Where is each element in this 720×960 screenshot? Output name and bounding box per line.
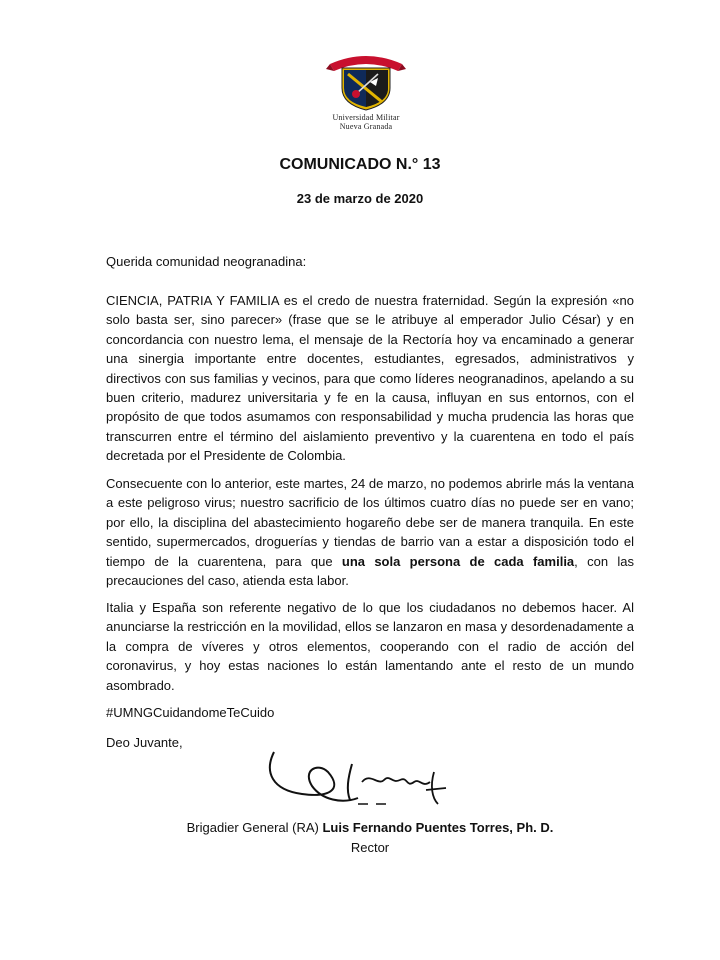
university-crest-icon (326, 44, 406, 114)
university-name-line2: Nueva Granada (339, 122, 393, 131)
paragraph-1-text: CIENCIA, PATRIA Y FAMILIA es el credo de nuestra fraternidad. Según la expresión «no solo basta ser, sino parecer» (frase que se le atribuye al emperador Julio César) y en concordancia con nuestro lema, el mensaje de la Rectoría hoy va encaminado a generar una sinergia importante entre docentes, estudiantes, egresados, administrativos y directivos con sus familias y vecinos, para que como líderes neogranadinos, apelando a su buen criterio, madurez universitaria y fe en la causa, influyan en sus entornos, con el propósito de que todos asumamos con responsabilidad y mucha prudencia las horas que transcurren entre el término del aislamiento preventivo y la cuarentena en todo el país decretada por el Presidente de Colombia. (106, 293, 634, 464)
university-name-line1: Universidad Militar (332, 113, 400, 122)
handwritten-signature-icon (262, 742, 467, 824)
document-date: 23 de marzo de 2020 (296, 191, 424, 206)
paragraph-2-part1: Consecuente con lo anterior, este martes, 24 de marzo, no podemos abrirle más la ventana a este peligroso virus; nuestro sacrificio de los últimos cuatro días no puede ser en vano; por ello, la disciplina del abastecimiento hogareño debe ser de manera tranquila. En este sentido, supermercados, droguerías y tiendas de barrio van a estar a disposición todo el tiempo de la cuarentena, para que (106, 476, 634, 569)
paragraph-2-bold: una sola persona de cada familia (341, 553, 575, 569)
paragraph-3-text: Italia y España son referente negativo de lo que los ciudadanos no debemos hacer. Al anunciarse la restricción en la movilidad, ellos se lanzaron en masa y desordenadamente a la compra de víveres y otros elementos, cooperando con el radio de acción del coronavirus, y hoy estas naciones lo están lamentando ante el resto de un mundo asombrado. (106, 600, 634, 693)
document-title: COMUNICADO N.° 13 (279, 156, 441, 173)
paragraph-2-part2: , con las precauciones del caso, atienda esta labor. (106, 553, 634, 589)
closing: Deo Juvante, (106, 735, 183, 750)
hashtag: #UMNGCuidandomeTeCuido (106, 705, 275, 720)
paragraph-2-text (106, 474, 634, 590)
university-logo (326, 44, 406, 134)
paragraph-2 (106, 474, 634, 590)
greeting: Querida comunidad neogranadina: (106, 254, 307, 269)
signer-prefix: Brigadier General (RA) (186, 820, 323, 835)
signer-role: Rector (350, 840, 390, 855)
paragraph-3 (106, 598, 634, 695)
signer (0, 820, 720, 835)
signer-name: Luis Fernando Puentes Torres, Ph. D. (322, 820, 554, 835)
paragraph-1 (106, 291, 634, 466)
